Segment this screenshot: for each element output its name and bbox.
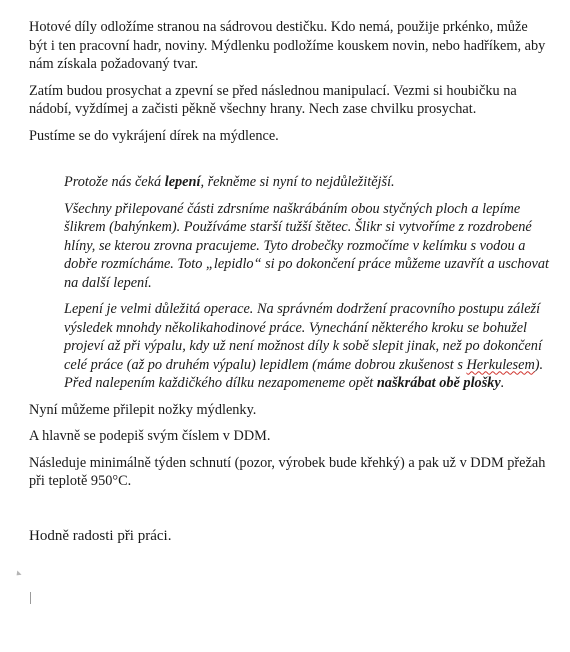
quote-gluing-intro[interactable] — [64, 173, 549, 192]
empty-line — [29, 153, 549, 173]
closing-line[interactable]: Hodně radosti při práci. — [29, 527, 172, 544]
text-cursor — [30, 592, 31, 604]
paragraph-marker-icon — [14, 570, 21, 577]
bold-term-lepeni: lepení — [164, 174, 201, 190]
paragraph-sign-number[interactable]: A hlavně se podepiš svým číslem v DDM. — [29, 428, 271, 444]
paragraph-firing[interactable]: Následuje minimálně týden schnutí (pozor, výrobek bude křehký) a pak už v DDM přežah při teplotě 950°C. — [29, 454, 546, 489]
bold-term-naskrabat: naškrábat obě plošky — [376, 375, 501, 391]
paragraph-sponge-cleaning[interactable]: Zatím budou prosychat a zpevní se před následnou manipulací. Vezmi si houbičku na nádobí, vyždímej a začisti pěkně všechny hrany. Nech zase chvilku prosychat. — [29, 82, 517, 117]
spellcheck-word-herkulesem: Herkulesem — [466, 356, 535, 373]
quote-text: , řekněme si nyní to nejdůležitější. — [200, 174, 395, 190]
quote-gluing-importance[interactable] — [64, 300, 549, 393]
paragraph-drying-placement[interactable]: Hotové díly odložíme stranou na sádrovou destičku. Kdo nemá, použije prkénko, může být i ten pracovní hadr, noviny. Mýdlenku podložíme kouskem novin, nebo hadříkem, aby nám získala požadovaný tvar. — [29, 19, 546, 72]
empty-line — [29, 499, 549, 527]
paragraph-cutting-holes[interactable]: Pustíme se do vykrájení dírek na mýdlence. — [29, 127, 279, 144]
quote-text: . — [500, 375, 505, 391]
quote-text: Protože nás čeká — [64, 174, 165, 190]
quote-text: Lepení je velmi důležitá operace. Na správném dodržení pracovního postupu záleží výsledek mnohdy několikahodinové práce. Vynechání některého kroku se bohužel projeví až při výpalu, kdy už není možnost díly k sobě slepit jinak, než po dokončení celé práce (až po druhém výpalu) lepidlem (máme dobrou zkušenost s — [64, 301, 542, 373]
quote-slip-instructions[interactable]: Všechny přilepované části zdrsníme naškrábáním obou styčných ploch a lepíme šlikrem (bahýnkem). Používáme starší tužší štětec. Šlikr si vytvoříme z rozdrobené hlíny, se kterou zrovna pracujeme. Tyto drobečky rozmočíme v kelímku s vodou a dobře rozmícháme. Toto „lepidlo“ si po dokončení práce můžeme uzavřít a uschovat na další lepení. — [64, 200, 549, 291]
paragraph-attach-feet[interactable]: Nyní můžeme přilepit nožky mýdlenky. — [29, 401, 257, 418]
quote-text: ). Před nalepením každičkého dílku nezapomeneme opět — [64, 356, 544, 391]
document-body[interactable] — [29, 18, 549, 545]
